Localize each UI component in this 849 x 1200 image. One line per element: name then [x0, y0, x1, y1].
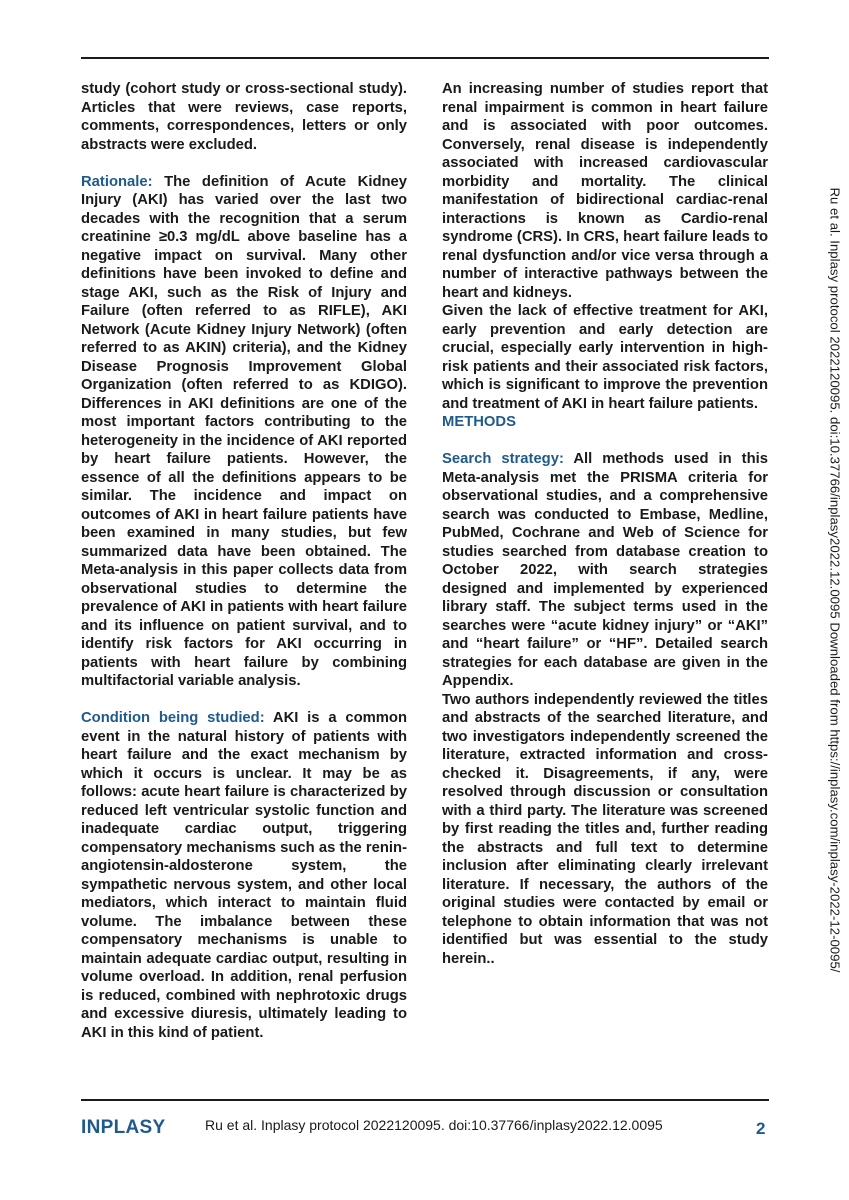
rationale-text: The definition of Acute Kidney Injury (AKI) has varied over the last two decades with the recognition that a serum creatinine ≥0.3 mg/dL above baseline has a negative impact on survival. Many other definitions have been invoked to define and stage AKI, such as the Risk of Injury and Failure (often referred to as RIFLE), AKI Network (Acute Kidney Injury Network) (often referred to as AKIN) criteria), and the Kidney Disease Prognosis Improvement Global Organization (often referred to as KDIGO). Differences in AKI definitions are one of the most important factors contributing to the heterogeneity in the incidence of AKI reported by heart failure patients. However, the essence of all the definitions appears to be similar. The incidence and impact on outcomes of AKI in heart failure patients have been examined in many studies, but few summarized data have been obtained. The Meta-analysis in this paper collects data from observational studies to determine the prevalence of AKI in patients with heart failure and its influence on patient survival, and to identify risk factors for AKI occurring in patients with heart failure by combining multifactorial variable analysis.: [81, 173, 407, 689]
rationale-label: Rationale:: [81, 173, 153, 190]
top-rule: [81, 57, 769, 59]
methods-heading: METHODS: [442, 414, 516, 430]
condition-text: AKI is a common event in the natural history of patients with heart failure and the exact mechanism by which it occurs is unclear. It may be as follows: acute heart failure is characterized by reduced left ventricular systolic function and inadequate cardiac output, triggering compensatory mechanisms such as the renin-angiotensin-aldosterone system, the sympathetic nervous system, and other local mediators, which interact to maintain fluid volume. The imbalance between these compensatory mechanisms is unable to maintain adequate cardiac output, resulting in volume overload. In addition, renal perfusion is reduced, combined with nephrotoxic drugs and excessive diuresis, ultimately leading to AKI in this kind of patient.: [81, 710, 408, 1041]
renal-impairment-paragraph: An increasing number of studies report that renal impairment is common in heart failure and is associated with poor outcomes. Conversely, renal disease is independently associated with increased cardiovascular morbidity and mortality. The clinical manifestation of bidirectional cardiac-renal interactions is known as Cardio-renal syndrome (CRS). In CRS, heart failure leads to renal dysfunction and/or vice versa through a number of interactive pathways between the heart and kidneys.: [442, 81, 768, 301]
right-column: [442, 80, 768, 968]
search-strategy-label: Search strategy:: [442, 451, 564, 467]
rationale-paragraph: [81, 173, 407, 691]
search-strategy-paragraph: [442, 450, 768, 691]
condition-paragraph: [81, 709, 407, 1042]
download-sidebar: [820, 60, 849, 1100]
prevention-paragraph: Given the lack of effective treatment for AKI, early prevention and early detection are crucial, especially early intervention in high-risk patients and their associated risk factors, which is significant to improve the prevention and treatment of AKI in heart failure patients.: [442, 303, 768, 412]
page-number: 2: [756, 1119, 766, 1138]
left-column: [81, 80, 407, 1042]
eligibility-paragraph-end: study (cohort study or cross-sectional study). Articles that were reviews, case reports, comments, correspondences, letters or only abstracts were excluded.: [81, 81, 407, 153]
footer-logo: INPLASY: [81, 1117, 166, 1138]
footer-citation: Ru et al. Inplasy protocol 2022120095. doi:10.37766/inplasy2022.12.0095: [205, 1117, 663, 1133]
search-strategy-text: All methods used in this Meta-analysis met the PRISMA criteria for observational studies, and a comprehensive search was conducted to Embase, Medline, PubMed, Cochrane and Web of Science for studies searched from database creation to October 2022, with search strategies designed and implemented by experienced library staff. The subject terms used in the searches were “acute kidney injury” or “AKI” and “heart failure” or “HF”. Detailed search strategies for each database are given in the Appendix.: [442, 451, 768, 689]
review-process-paragraph: Two authors independently reviewed the titles and abstracts of the searched literature, and two investigators independently screened the literature, extracted information and cross-checked it. Disagreements, if any, were resolved through discussion or consultation with a third party. The literature was screened by first reading the titles and, further reading the abstracts and full text to determine inclusion after eliminating clearly irrelevant literature. If necessary, the authors of the original studies were contacted by email or telephone to obtain information that was not identified but was essential to the study herein..: [442, 691, 768, 967]
bottom-rule: [81, 1099, 769, 1101]
condition-label: Condition being studied:: [81, 710, 265, 726]
download-sidebar-text: Ru et al. Inplasy protocol 2022120095. doi:10.37766/inplasy2022.12.0095 Downloaded from https://inplasy.com/inplasy-2022-12-0095/: [827, 187, 843, 973]
